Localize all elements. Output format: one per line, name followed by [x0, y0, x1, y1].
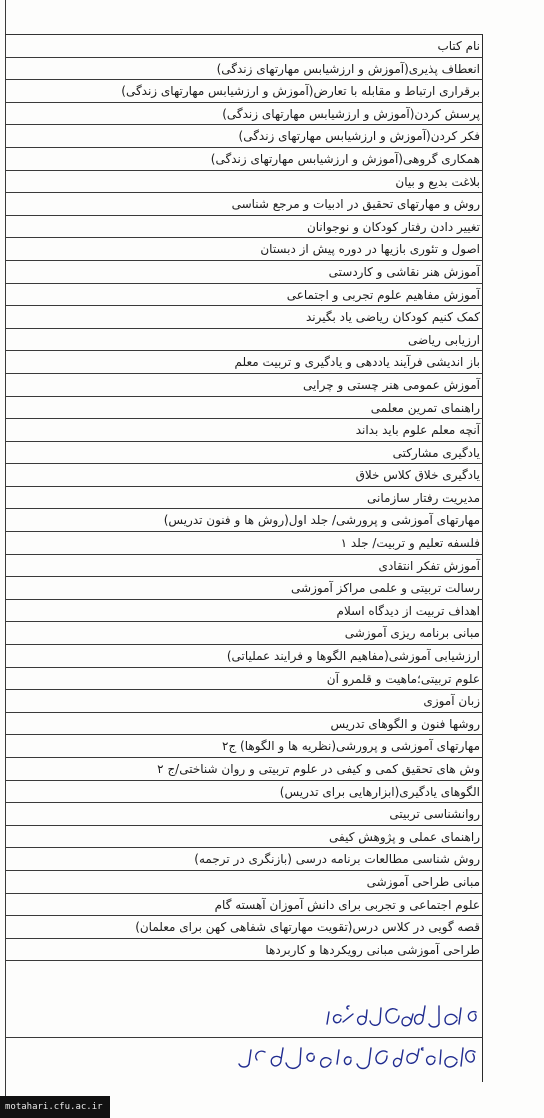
book-row — [5, 916, 483, 939]
book-title: آموزش مفاهیم علوم تجربی و اجتماعی — [286, 287, 480, 302]
book-title: فلسفه تعلیم و تربیت/ جلد ۱ — [340, 536, 480, 551]
book-title: باز اندیشی فرآیند یاددهی و یادگیری و تربیت معلم — [234, 355, 480, 370]
book-title: قصه گویی در کلاس درس(تقویت مهارتهای شفاهی کهن برای معلمان) — [135, 920, 480, 935]
book-row — [5, 758, 483, 781]
book-row — [5, 306, 483, 329]
book-title: آموزش عمومی هنر چستی و چرایی — [302, 377, 480, 392]
book-row — [5, 735, 483, 758]
book-row — [5, 690, 483, 713]
book-title: آنچه معلم علوم باید بداند — [355, 423, 480, 438]
book-title: روانشناسی تربیتی — [389, 807, 480, 822]
handwritten-row-2 — [5, 1038, 483, 1088]
book-title: فکر کردن(آموزش و ارزشیابس مهارتهای زندگی) — [238, 129, 480, 144]
book-row — [5, 645, 483, 668]
book-row — [5, 509, 483, 532]
book-title: کمک کنیم کودکان ریاضی یاد بگیرند — [305, 310, 480, 325]
book-title: همکاری گروهی(آموزش و ارزشیابس مهارتهای زندگی) — [210, 151, 480, 166]
handwritten-title-1 — [311, 998, 481, 1036]
book-row — [5, 577, 483, 600]
table-header — [5, 35, 483, 58]
book-title: علوم اجتماعی و تجربی برای دانش آموزان آهسته گام — [214, 897, 480, 912]
book-title: ارزشیابی آموزشی(مفاهیم الگوها و فرایند عملیاتی) — [226, 649, 480, 664]
handwritten-title-2 — [231, 1038, 481, 1082]
book-row — [5, 125, 483, 148]
book-row — [5, 939, 483, 962]
book-row — [5, 803, 483, 826]
book-row — [5, 284, 483, 307]
book-row — [5, 80, 483, 103]
book-row — [5, 261, 483, 284]
footer-watermark: motahari.cfu.ac.ir — [0, 1096, 110, 1118]
book-row — [5, 329, 483, 352]
book-row — [5, 622, 483, 645]
book-title: طراحی آموزشی مبانی رویکردها و کاربردها — [265, 942, 480, 957]
handwritten-row-1 — [5, 998, 483, 1038]
book-title: یادگیری خلاق کلاس خلاق — [355, 468, 480, 483]
book-row — [5, 193, 483, 216]
book-title: مدیریت رفتار سازمانی — [367, 490, 480, 505]
book-title: برقراری ارتباط و مقابله با تعارض(آموزش و ارزشیابس مهارتهای زندگی) — [121, 84, 480, 99]
book-row — [5, 848, 483, 871]
book-title: علوم تربیتی؛ماهیت و قلمرو آن — [326, 671, 480, 686]
book-row — [5, 532, 483, 555]
book-title: اهداف تربیت از دیدگاه اسلام — [336, 603, 480, 618]
book-title: راهنمای تمرین معلمی — [370, 400, 480, 415]
book-title: رسالت تربیتی و علمی مراکز آموزشی — [291, 581, 480, 596]
book-row — [5, 600, 483, 623]
book-row — [5, 238, 483, 261]
book-row — [5, 351, 483, 374]
book-row — [5, 442, 483, 465]
book-title: انعطاف پذیری(آموزش و ارزشیابس مهارتهای زندگی) — [216, 61, 480, 76]
book-row — [5, 487, 483, 510]
book-title: زبان آموزی — [423, 694, 480, 709]
book-row — [5, 419, 483, 442]
book-title: روش و مهارتهای تحقیق در ادبیات و مرجع شناسی — [231, 197, 480, 212]
book-title: مبانی برنامه ریزی آموزشی — [344, 626, 480, 641]
book-title: اصول و تئوری بازیها در دوره پیش از دبستان — [260, 242, 480, 257]
book-title: ارزیابی ریاضی — [407, 332, 480, 347]
book-title: راهنمای عملی و پژوهش کیفی — [329, 829, 480, 844]
book-list-table — [5, 35, 483, 961]
book-title: مهارتهای آموزشی و پرورشی(نظریه ها و الگوها) ج۲ — [222, 739, 480, 754]
book-title: مبانی طراحی آموزشی — [366, 874, 480, 889]
book-title: روشها فنون و الگوهای تدریس — [330, 716, 480, 731]
book-row — [5, 781, 483, 804]
book-row — [5, 148, 483, 171]
book-row — [5, 216, 483, 239]
book-title: تغییر دادن رفتار کودکان و نوجوانان — [306, 219, 480, 234]
book-row — [5, 668, 483, 691]
book-title: آموزش تفکر انتقادی — [378, 558, 480, 573]
book-title: وش های تحقیق کمی و کیفی در علوم تربیتی و روان شناختی/ج ۲ — [157, 762, 480, 776]
book-row — [5, 103, 483, 126]
book-title: مهارتهای آموزشی و پرورشی/ جلد اول(روش ها و فنون تدریس) — [163, 513, 480, 528]
book-title: آموزش هنر نقاشی و کاردستی — [328, 264, 480, 279]
book-row — [5, 58, 483, 81]
header-label: نام کتاب — [437, 39, 480, 53]
book-row — [5, 826, 483, 849]
book-row — [5, 464, 483, 487]
book-row — [5, 397, 483, 420]
book-row — [5, 894, 483, 917]
book-title: بلاغت بدیع و بیان — [395, 174, 480, 189]
book-row — [5, 171, 483, 194]
book-row — [5, 871, 483, 894]
book-title: یادگیری مشارکتی — [392, 445, 480, 460]
book-row — [5, 555, 483, 578]
book-title: روش شناسی مطالعات برنامه درسی (بازنگری در ترجمه) — [194, 852, 480, 867]
book-title: پرسش کردن(آموزش و ارزشیابس مهارتهای زندگی) — [222, 106, 480, 121]
book-row — [5, 374, 483, 397]
book-row — [5, 713, 483, 736]
book-title: الگوهای یادگیری(ابزارهایی برای تدریس) — [279, 784, 480, 799]
